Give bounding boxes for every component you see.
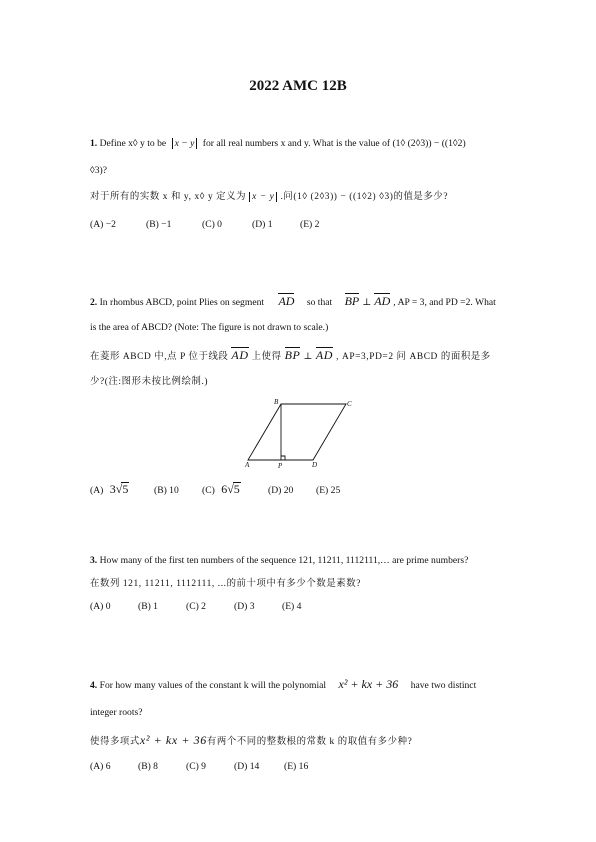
q2-en-part-b: so that bbox=[306, 297, 333, 308]
q1-choice-a: (A) −2 bbox=[90, 219, 116, 230]
q1-abs-expression: x − y bbox=[172, 138, 198, 149]
q1-choice-e: (E) 2 bbox=[300, 219, 320, 230]
figure-label-b: B bbox=[274, 398, 279, 406]
q4-choice-b: (B) 8 bbox=[138, 761, 158, 772]
q2-zh-perp: ⊥ bbox=[303, 352, 313, 362]
q1-zh-line bbox=[90, 191, 520, 203]
q2-choice-c-radicand: 5 bbox=[233, 482, 240, 496]
q2-zh-segment-ad: AD bbox=[231, 348, 249, 362]
q2-choice-a-coef: 3 bbox=[109, 482, 116, 496]
q1-zh-part-b: .问(1◊ (2◊3)) − ((1◊2) ◊3)的值是多少? bbox=[280, 192, 449, 202]
q1-zh-part-a: 对于所有的实数 x 和 y, x◊ y 定义为 bbox=[90, 192, 247, 202]
q2-en-part-c: , AP = 3, and PD =2. What bbox=[393, 297, 496, 308]
q2-choice-e: (E) 25 bbox=[316, 485, 341, 496]
q3-choice-e: (E) 4 bbox=[282, 601, 302, 612]
q3-choice-b: (B) 1 bbox=[138, 601, 158, 612]
q2-zh-line1 bbox=[90, 349, 520, 363]
q2-segment-ad: AD bbox=[278, 294, 295, 308]
q2-zh-part-b: 上使得 bbox=[251, 352, 282, 362]
q4-zh-polynomial: x² + kx + 36 bbox=[139, 733, 207, 747]
q2-choices bbox=[90, 482, 340, 497]
q2-choice-c-coef: 6 bbox=[221, 482, 228, 496]
q4-zh-line bbox=[90, 734, 520, 748]
rhombus-figure bbox=[238, 394, 358, 474]
q2-number: 2. bbox=[90, 297, 98, 308]
q4-choice-a: (A) 6 bbox=[90, 761, 111, 772]
q1-choices bbox=[90, 219, 319, 231]
q2-choice-b: (B) 10 bbox=[154, 485, 179, 496]
q2-choice-c-radical: √5 bbox=[227, 482, 240, 496]
q3-en-line bbox=[90, 555, 520, 567]
rhombus-outline bbox=[248, 404, 346, 460]
q4-en-part-b: have two distinct bbox=[410, 680, 477, 691]
q4-number: 4. bbox=[90, 680, 98, 691]
q1-en-line2: ◊3)? bbox=[90, 165, 107, 176]
q2-segment-bp: BP bbox=[344, 294, 360, 308]
q3-choices bbox=[90, 601, 301, 613]
right-angle-mark bbox=[281, 456, 285, 460]
q2-choice-c bbox=[202, 482, 268, 497]
q2-choice-a bbox=[90, 482, 154, 497]
q3-en-text: How many of the first ten numbers of the sequence 121, 11211, 1112111,… are prime numbers? bbox=[99, 555, 469, 566]
q3-choice-c: (C) 2 bbox=[186, 601, 206, 612]
q2-en-line1 bbox=[90, 295, 520, 309]
q2-zh-part-a: 在菱形 ABCD 中,点 P 位于线段 bbox=[90, 352, 229, 362]
q2-choice-a-radicand: 5 bbox=[122, 482, 129, 496]
figure-label-d: D bbox=[312, 461, 318, 469]
q4-en-part-a: For how many values of the constant k will the polynomial bbox=[99, 680, 327, 691]
q1-en-part-b: for all real numbers x and y. What is the value of (1◊ (2◊3)) − ((1◊2) bbox=[202, 138, 466, 149]
figure-label-p: P bbox=[278, 462, 283, 470]
q3-number: 3. bbox=[90, 555, 98, 566]
q4-choices bbox=[90, 761, 308, 773]
q1-number: 1. bbox=[90, 138, 98, 149]
q4-choice-c: (C) 9 bbox=[186, 761, 206, 772]
q2-segment-ad-2: AD bbox=[374, 294, 391, 308]
q2-choice-a-radical: √5 bbox=[115, 482, 129, 496]
q4-choice-d: (D) 14 bbox=[234, 761, 260, 772]
q2-zh-part-c: , AP=3,PD=2 问 ABCD 的面积是多 bbox=[336, 352, 491, 362]
q4-zh-part-b: 有两个不同的整数根的常数 k 的取值有多少种? bbox=[206, 737, 413, 747]
q4-en-line2: integer roots? bbox=[90, 707, 143, 718]
q2-zh-line2: 少?(注:图形未按比例绘制.) bbox=[90, 377, 209, 387]
q2-en-part-a: In rhombus ABCD, point Plies on segment bbox=[99, 297, 265, 308]
q3-choice-a: (A) 0 bbox=[90, 601, 111, 612]
q1-choice-c: (C) 0 bbox=[202, 219, 222, 230]
q4-en-line1 bbox=[90, 678, 520, 692]
figure-label-c: C bbox=[347, 400, 352, 408]
page-title: 2022 AMC 12B bbox=[249, 78, 347, 94]
q1-zh-abs-expression: x − y bbox=[249, 192, 277, 202]
q1-choice-d: (D) 1 bbox=[252, 219, 273, 230]
q3-choice-d: (D) 3 bbox=[234, 601, 255, 612]
q4-polynomial: x² + kx + 36 bbox=[338, 677, 399, 691]
q2-en-line2: is the area of ABCD? (Note: The figure is not drawn to scale.) bbox=[90, 322, 329, 333]
q2-zh-segment-ad-2: AD bbox=[315, 348, 334, 362]
q2-choice-c-label: (C) bbox=[202, 485, 215, 496]
q1-choice-b: (B) −1 bbox=[146, 219, 172, 230]
q3-zh-line: 在数列 121, 11211, 1112111, ...的前十项中有多少个数是素数? bbox=[90, 579, 362, 589]
q1-en-line1 bbox=[90, 138, 520, 150]
q2-choice-a-label: (A) bbox=[90, 485, 104, 496]
q2-choice-d: (D) 20 bbox=[268, 485, 294, 496]
figure-label-a: A bbox=[245, 461, 250, 469]
q4-choice-e: (E) 16 bbox=[284, 761, 309, 772]
q2-perp-symbol: ⊥ bbox=[362, 297, 372, 308]
q2-zh-segment-bp: BP bbox=[284, 348, 301, 362]
q4-zh-part-a: 使得多项式 bbox=[90, 737, 140, 747]
q1-en-part-a: Define x◊ y to be bbox=[99, 138, 167, 149]
